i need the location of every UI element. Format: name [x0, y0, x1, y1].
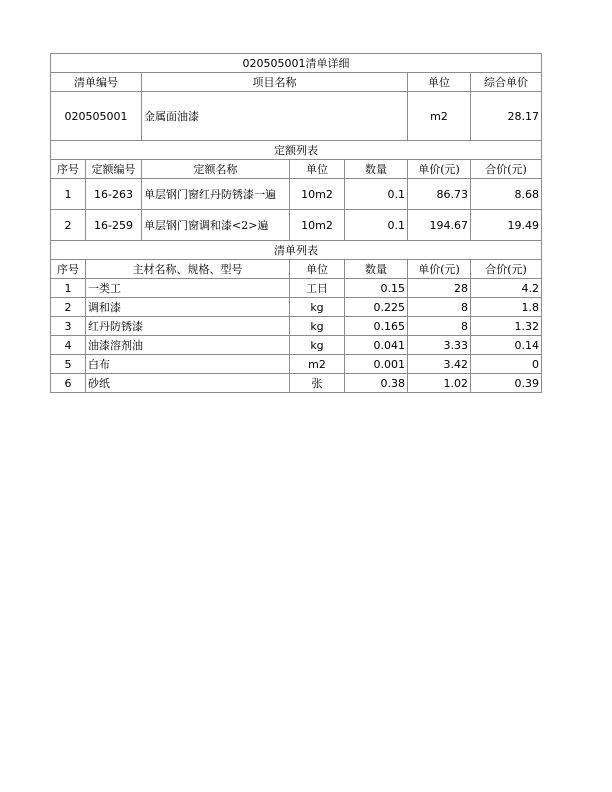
quota-header-no: 序号 — [51, 160, 86, 179]
quota-unit: 10m2 — [290, 210, 345, 241]
quota-price: 194.67 — [408, 210, 471, 241]
material-price: 8 — [408, 317, 471, 336]
material-header-total: 合价(元) — [471, 260, 542, 279]
material-unit: 工日 — [290, 279, 345, 298]
material-unit: m2 — [290, 355, 345, 374]
material-name: 一类工 — [86, 279, 290, 298]
quota-price: 86.73 — [408, 179, 471, 210]
material-no: 6 — [51, 374, 86, 393]
quota-header-unit: 单位 — [290, 160, 345, 179]
table-row — [51, 279, 542, 298]
quota-code: 16-263 — [86, 179, 142, 210]
summary-header-name: 项目名称 — [142, 73, 408, 92]
material-qty: 0.38 — [345, 374, 408, 393]
material-total: 1.32 — [471, 317, 542, 336]
quota-header-name: 定额名称 — [142, 160, 290, 179]
material-header-name: 主材名称、规格、型号 — [86, 260, 290, 279]
summary-header-unit: 单位 — [408, 73, 471, 92]
quota-header-total: 合价(元) — [471, 160, 542, 179]
quota-header-qty: 数量 — [345, 160, 408, 179]
quota-total: 8.68 — [471, 179, 542, 210]
material-header-price: 单价(元) — [408, 260, 471, 279]
quota-header-code: 定额编号 — [86, 160, 142, 179]
quota-qty: 0.1 — [345, 179, 408, 210]
material-name: 油漆溶剂油 — [86, 336, 290, 355]
material-price: 1.02 — [408, 374, 471, 393]
material-price: 8 — [408, 298, 471, 317]
material-price: 3.42 — [408, 355, 471, 374]
material-no: 3 — [51, 317, 86, 336]
quota-total: 19.49 — [471, 210, 542, 241]
material-price: 3.33 — [408, 336, 471, 355]
material-no: 5 — [51, 355, 86, 374]
material-header-no: 序号 — [51, 260, 86, 279]
material-unit: 张 — [290, 374, 345, 393]
quota-qty: 0.1 — [345, 210, 408, 241]
material-unit: kg — [290, 298, 345, 317]
table-row — [51, 374, 542, 393]
quota-unit: 10m2 — [290, 179, 345, 210]
material-no: 2 — [51, 298, 86, 317]
material-qty: 0.001 — [345, 355, 408, 374]
material-name: 调和漆 — [86, 298, 290, 317]
quota-section-title: 定额列表 — [51, 141, 542, 160]
material-no: 4 — [51, 336, 86, 355]
material-price: 28 — [408, 279, 471, 298]
quota-no: 2 — [51, 210, 86, 241]
material-unit: kg — [290, 317, 345, 336]
quota-header-price: 单价(元) — [408, 160, 471, 179]
table-row — [51, 336, 542, 355]
material-qty: 0.225 — [345, 298, 408, 317]
material-qty: 0.041 — [345, 336, 408, 355]
table-row — [51, 317, 542, 336]
material-section-title: 清单列表 — [51, 241, 542, 260]
material-name: 红丹防锈漆 — [86, 317, 290, 336]
bill-detail-table — [50, 53, 542, 393]
table-row — [51, 298, 542, 317]
sheet-title: 020505001清单详细 — [51, 54, 542, 73]
table-row — [51, 210, 542, 241]
material-qty: 0.15 — [345, 279, 408, 298]
table-row — [51, 355, 542, 374]
material-total: 4.2 — [471, 279, 542, 298]
quota-code: 16-259 — [86, 210, 142, 241]
quota-no: 1 — [51, 179, 86, 210]
material-header-unit: 单位 — [290, 260, 345, 279]
material-name: 砂纸 — [86, 374, 290, 393]
quota-name: 单层钢门窗调和漆<2>遍 — [142, 210, 290, 241]
material-total: 0.14 — [471, 336, 542, 355]
material-name: 白布 — [86, 355, 290, 374]
quota-name: 单层钢门窗红丹防锈漆一遍 — [142, 179, 290, 210]
material-no: 1 — [51, 279, 86, 298]
summary-unit: m2 — [408, 92, 471, 141]
material-total: 1.8 — [471, 298, 542, 317]
summary-price: 28.17 — [471, 92, 542, 141]
summary-name: 金属面油漆 — [142, 92, 408, 141]
material-total: 0.39 — [471, 374, 542, 393]
summary-header-code: 清单编号 — [51, 73, 142, 92]
material-qty: 0.165 — [345, 317, 408, 336]
table-row — [51, 179, 542, 210]
summary-header-price: 综合单价 — [471, 73, 542, 92]
material-unit: kg — [290, 336, 345, 355]
material-header-qty: 数量 — [345, 260, 408, 279]
summary-code: 020505001 — [51, 92, 142, 141]
material-total: 0 — [471, 355, 542, 374]
